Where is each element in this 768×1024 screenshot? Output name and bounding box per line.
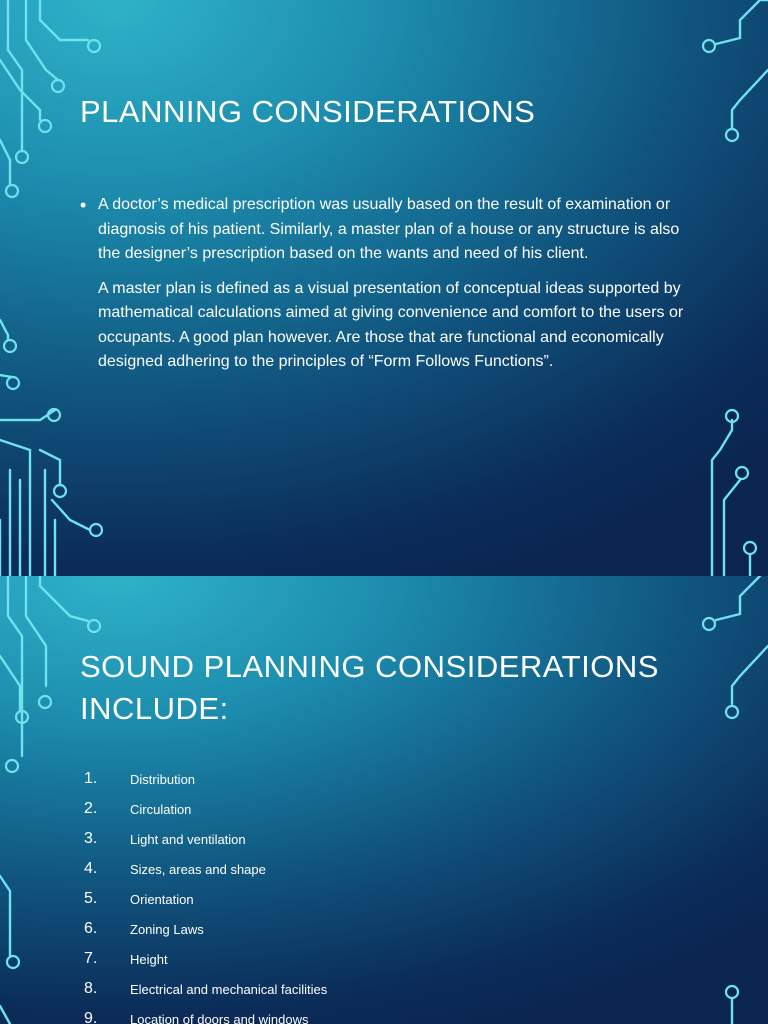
- list-item: 7. Height: [84, 950, 168, 967]
- slide-title: SOUND PLANNING CONSIDERATIONS INCLUDE:: [80, 649, 659, 726]
- list-item: 8. Electrical and mechanical facilities: [84, 980, 328, 997]
- list-item: 1. Distribution: [84, 770, 196, 787]
- list-item: 4. Sizes, areas and shape: [84, 860, 266, 877]
- list-item: 3. Light and ventilation: [84, 830, 246, 847]
- list-item: 9. Location of doors and windows: [84, 1010, 309, 1024]
- slide-title: PLANNING CONSIDERATIONS: [80, 94, 536, 129]
- slide-2: [0, 576, 768, 1024]
- considerations-list: [84, 764, 684, 1024]
- list-item: 5. Orientation: [84, 890, 194, 907]
- bullet-item: [80, 193, 695, 267]
- bullet-icon: •: [80, 195, 87, 215]
- paragraph-1: A doctor’s medical prescription was usually based on the result of examination or diagnosis of his patient. Similarly, a master plan of a house or any structure is also the designer’s prescription based on the wants and need of his client.: [98, 196, 680, 262]
- list-item: 6. Zoning Laws: [84, 920, 204, 937]
- list-item: 2. Circulation: [84, 800, 192, 817]
- slide-body: [80, 193, 695, 375]
- paragraph-2: A master plan is defined as a visual presentation of conceptual ideas supported by mathematical calculations aimed at giving convenience and comfort to the users or occupants. A good plan however. Are those that are functional and economically designed adhering to the principles of “Form Follows Functions”.: [98, 279, 684, 370]
